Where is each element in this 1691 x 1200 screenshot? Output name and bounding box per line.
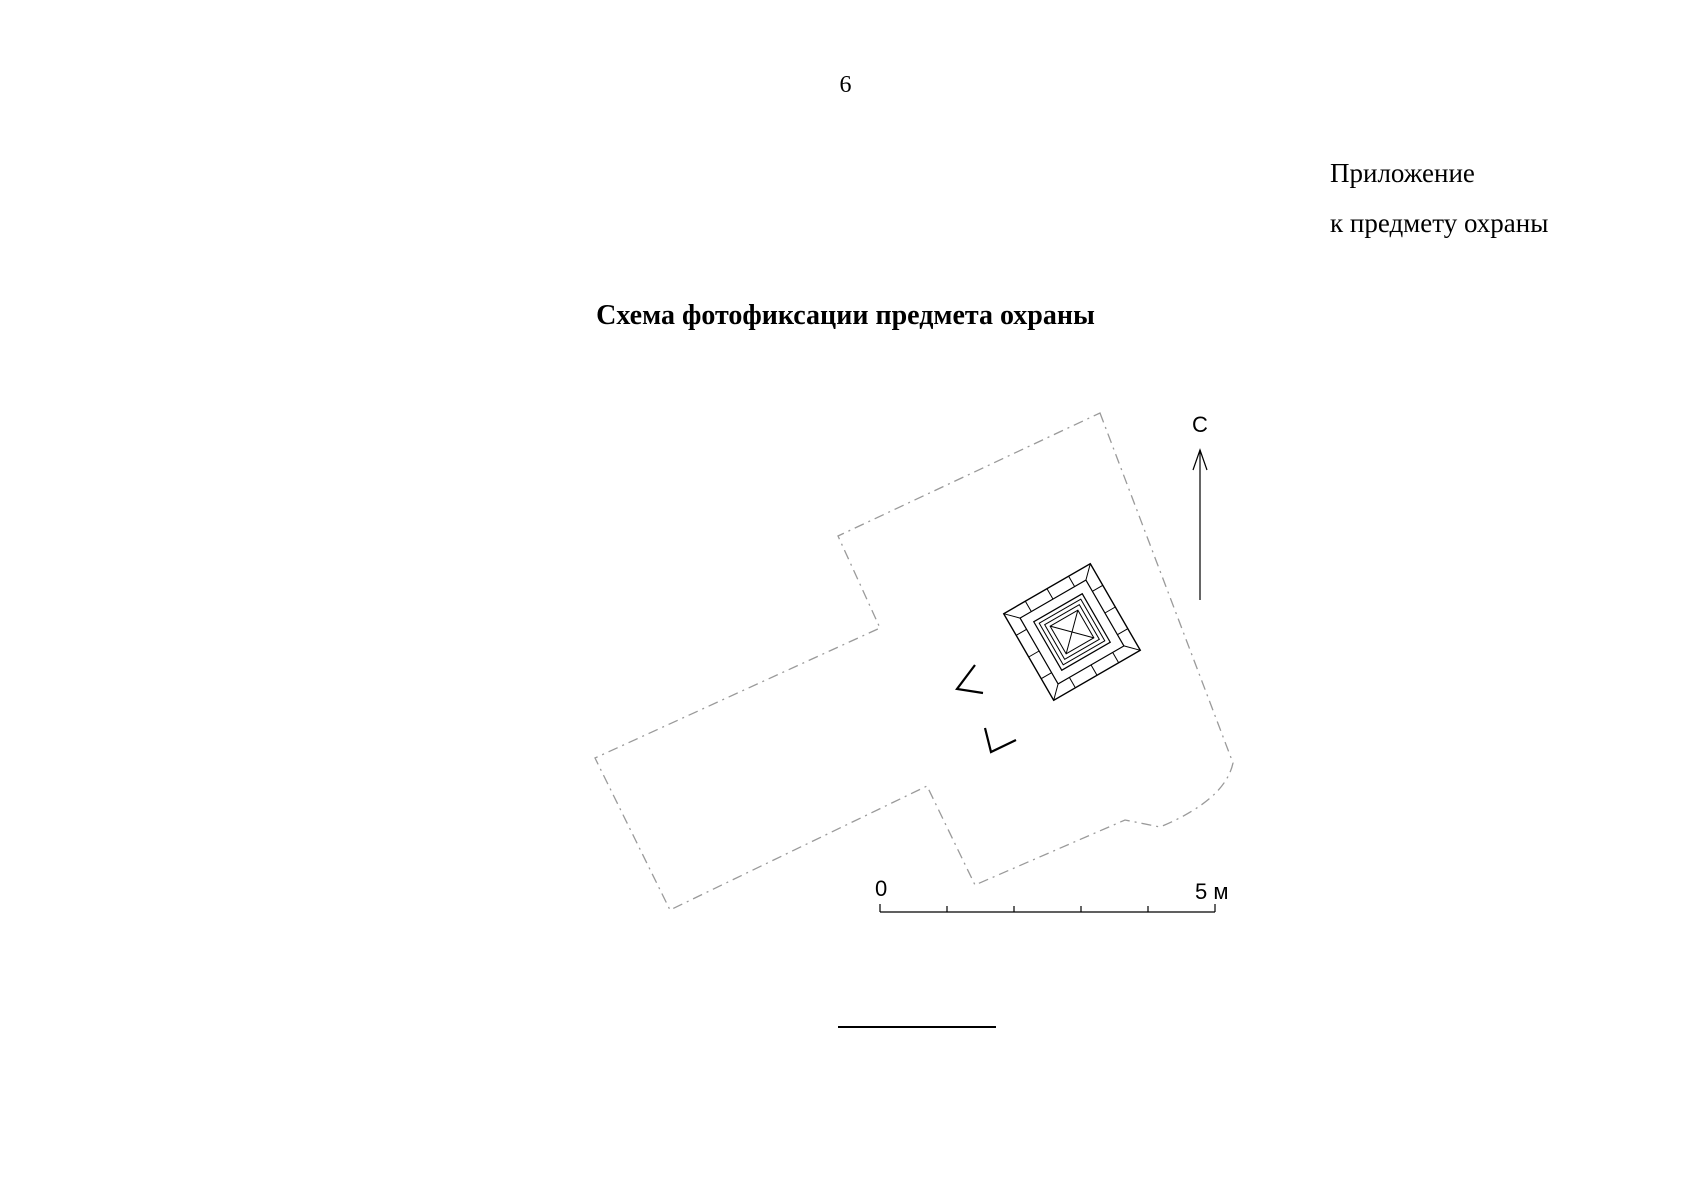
monument-plan [1004, 564, 1141, 701]
camera-point-1 [957, 665, 983, 693]
site-boundary [595, 413, 1233, 910]
scale-start-label: 0 [875, 876, 888, 901]
scale-end-label: 5 м [1195, 879, 1229, 904]
north-label: С [1192, 412, 1208, 437]
scale-bar [880, 904, 1215, 912]
north-arrow [1193, 450, 1207, 600]
camera-point-2 [985, 728, 1016, 752]
page-number: 6 [839, 72, 852, 98]
page-title: Схема фотофиксации предмета охраны [596, 300, 1095, 331]
footer-rule [838, 1026, 996, 1028]
appendix-line-2: к предмету охраны [1330, 208, 1549, 238]
appendix-line-1: Приложение [1330, 158, 1475, 188]
